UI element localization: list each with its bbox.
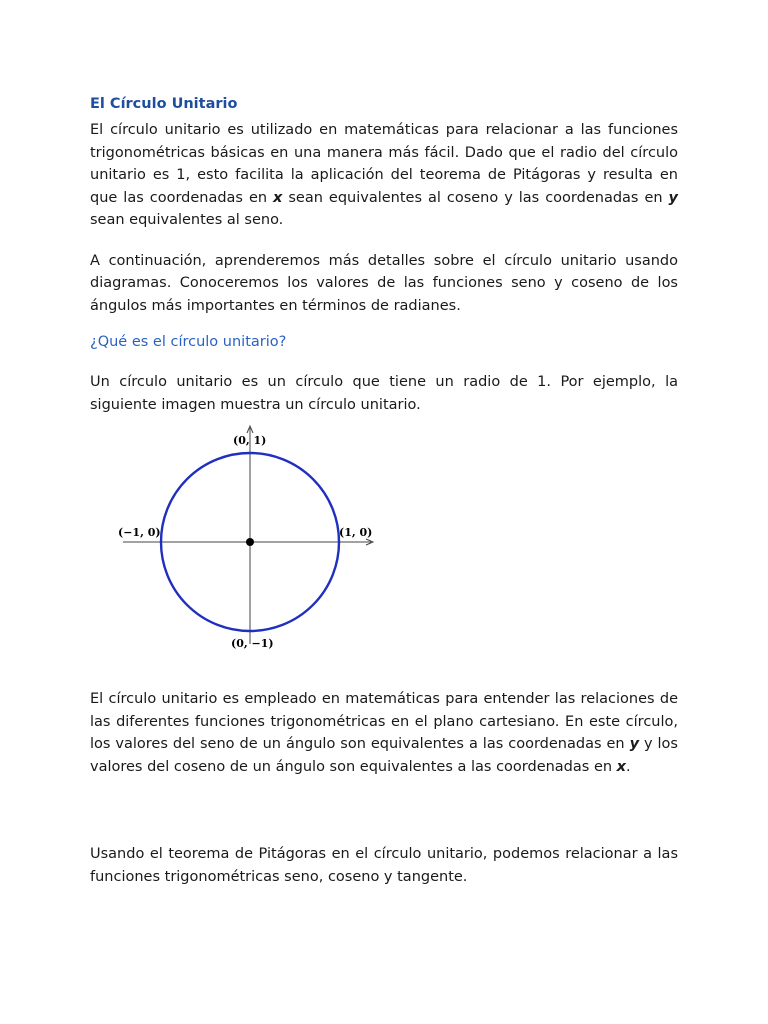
var-x: x (273, 189, 283, 206)
unit-circle-diagram (115, 424, 385, 656)
label-right: (1, 0) (339, 526, 373, 539)
var-x-2: x (616, 758, 627, 775)
paragraph-4 (90, 688, 678, 778)
unit-circle-figure (115, 424, 385, 656)
intro-paragraph (90, 119, 678, 232)
label-left: (−1, 0) (118, 526, 161, 539)
label-top: (0, 1) (233, 434, 267, 447)
var-y-2: y (629, 736, 640, 752)
intro-text-1: El círculo unitario es utilizado en matemáticas para relacionar a las funciones trigonométricas básicas en una manera más fácil. Dado que el radio del círculo unitario es 1, esto facilita la aplicación del teorema de Pitágoras y resulta en que las coordenadas en (90, 122, 678, 206)
paragraph-5: Usando el teorema de Pitágoras en el círculo unitario, podemos relacionar a las funciones trigonométricas seno, coseno y tangente. (90, 846, 678, 885)
var-y: y (668, 189, 678, 206)
label-bottom: (0, −1) (231, 637, 274, 650)
page-title: El Círculo Unitario (90, 96, 238, 112)
paragraph-2: A continuación, aprenderemos más detalles sobre el círculo unitario usando diagramas. Conoceremos los valores de las funciones seno y coseno de los ángulos más importantes en términos de radianes. (90, 252, 678, 314)
intro-text-2: sean equivalentes al coseno y las coordenadas en (282, 189, 669, 206)
para4-text-2: y los valores del coseno de un ángulo son equivalentes a las coordenadas en (90, 736, 678, 775)
document-body (90, 94, 678, 416)
paragraph-3: Un círculo unitario es un círculo que tiene un radio de 1. Por ejemplo, la siguiente imagen muestra un círculo unitario. (90, 374, 678, 413)
para4-text-1: El círculo unitario es empleado en matemáticas para entender las relaciones de las diferentes funciones trigonométricas en el plano cartesiano. En este círculo, los valores del seno de un ángulo son equivalentes a las coordenadas en (90, 691, 678, 752)
origin-point (246, 538, 254, 546)
para4-text-3: . (626, 758, 631, 775)
intro-text-3: sean equivalentes al seno. (90, 212, 284, 228)
section-heading: ¿Qué es el círculo unitario? (90, 334, 287, 350)
